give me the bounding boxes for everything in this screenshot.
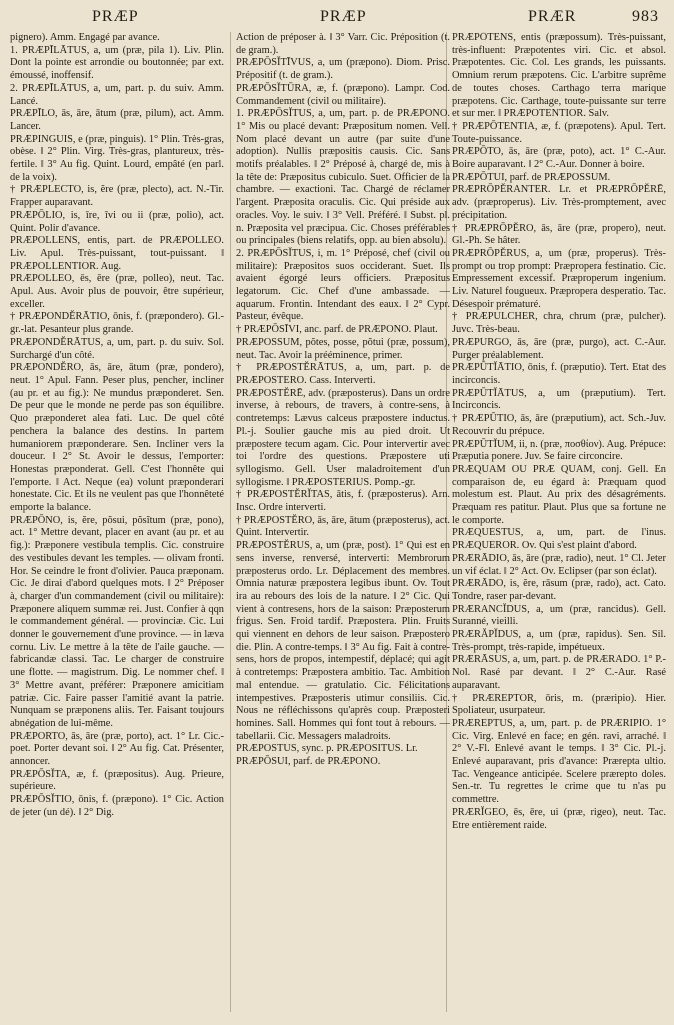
entry: PRÆPOLLENS, entis, part. de PRÆPOLLEO. Liv. Apul. Très-puissant, tout-puissant. ‖ PRÆPOLLENTIOR. Aug. <box>10 235 224 272</box>
page-header <box>0 8 674 30</box>
entry: PRÆPŌSĬTŪRA, æ, f. (præpono). Lampr. Cod. Commandement (civil ou militaire). <box>236 82 450 107</box>
entry: PRÆPŌSĬTĪVUS, a, um (præpono). Diom. Prisc. Prépositif (t. de gram.). <box>236 57 450 82</box>
column-1 <box>10 32 224 1017</box>
entry: PRÆPŌNO, is, ĕre, pŏsui, pŏsĭtum (præ, pono), act. 1° Mettre devant, placer en avant (au pr. et au fig.): Præponere vestibula templis. Cic. construire des vestibules devant les temples. — olivam fronti. Hor. Se ceindre le front d'olivier. Pauca præponam. Cic. Je dirai d'abord quelques mots. ‖ 2° Préposer à, charger d'un commandement (civil ou militaire): Præponere aliquem summæ rei. Just. Confier à qqn le commandement général. — provinciæ. Cic. Lui donner le gouvernement d'une province. — in læva cornu. Liv. Le mettre à la tête de l'aile gauche. — fabricandæ classi. Tac. Le charger de construire une flotte. — magistrum. Dig. Le nommer chef. ‖ 3° Mettre avant, préférer: Præponere amicitiam patriæ. Cic. Faire passer l'amitié avant la patrie. Nunquam se præponens aliis. Ter. Faisant toujours abnégation de lui-même. <box>10 514 224 729</box>
column-2 <box>236 32 450 1017</box>
entry: PRÆRĀDO, is, ĕre, rāsum (præ, rado), act. Cato. Tondre, raser par-devant. <box>452 578 666 602</box>
entry: † PRÆPOSTĔRO, ās, āre, ātum (præposterus), act. Quint. Intervertir. <box>236 514 450 539</box>
entry: PRÆRĂPĬDUS, a, um (præ, rapidus). Sen. Sil. Très-prompt, très-rapide, impétueux. <box>452 629 666 653</box>
entry: PRÆPĪLO, ās, āre, ātum (præ, pilum), act. Amm. Lancer. <box>10 108 224 132</box>
entry: 2. PRÆPŌSĬTUS, i, m. 1° Préposé, chef (civil ou militaire): Præpositos suos occiderant. Suet. Ils avaient égorgé leurs officiers. Præpositus legatorum. Cic. Chef d'une ambassade. — aquarum. Frontin. Intendant des eaux. ‖ 2° Cypr. Pasteur, évêque. <box>236 247 450 323</box>
entry: PRÆPRŌPĔRUS, a, um (præ, properus). Très-prompt ou trop prompt: Præpropera festinatio. Cic. Empressement excessif. Præproperum ingenium. Liv. Naturel fougueux. Præpropera desperatio. Tac. Désespoir prématuré. <box>452 247 666 310</box>
entry: 2. PRÆPĪLĀTUS, a, um, part. p. du suiv. Amm. Lancé. <box>10 82 224 107</box>
entry: PRÆPŪTĬĀTUS, a, um (præputium). Tert. Incirconcis. <box>452 387 666 412</box>
entry: PRÆPŌTUI, parf. de PRÆPOSSUM. <box>452 171 611 183</box>
entry: PRÆPŌTO, ās, āre (præ, poto), act. 1° C.-Aur. Boire auparavant. ‖ 2° C.-Aur. Donner à boire. <box>452 146 666 171</box>
entry: † PRÆREPTOR, ōris, m. (præripio). Hier. Spoliateur, usurpateur. <box>452 692 666 717</box>
entry: PRÆPURGO, ās, āre (præ, purgo), act. C.-Aur. Purger préalablement. <box>452 336 666 361</box>
entry: † PRÆPONDĔRĀTIO, ōnis, f. (præpondero). Gl.-gr.-lat. Pesanteur plus grande. <box>10 311 224 336</box>
entry: † PRÆPŌSĪVI, anc. parf. de PRÆPONO. Plaut. <box>236 324 438 336</box>
entry: PRÆPOSTĔRĒ, adv. (præposterus). Dans un ordre inverse, à rebours, de travers, à contre-sens, à contretemps: Lævus calceus præpostere inductus. Pl.-j. Soulier gauche mis au pied droit. Ut præpostere tecum agam. Cic. Pour intervertir avec toi l'ordre des questions. Præpostere uti syllogismo. Gell. User maladroitement d'un syllogisme. ‖ PRÆPOSTERIUS. Pomp.-gr. <box>236 387 450 488</box>
entry: † PRÆPLECTO, is, ĕre (præ, plecto), act. N.-Tir. Frapper auparavant. <box>10 184 224 209</box>
entry: pignero). Amm. Engagé par avance. <box>10 32 160 43</box>
column-3 <box>452 32 666 1017</box>
entry: † PRÆPŌTENTIA, æ, f. (præpotens). Apul. Tert. Toute-puissance. <box>452 120 666 145</box>
entry: PRÆPŪTĬUM, ii, n. (præ, ποσθίον). Aug. Prépuce: Præputia ponere. Juv. Se faire circoncire. <box>452 438 666 463</box>
entry: PRÆPŌLIO, is, īre, īvi ou ii (præ, polio), act. Quint. Polir d'avance. <box>10 209 224 234</box>
header-left-guideword: PRÆP <box>92 8 139 25</box>
entry: PRÆRANCĬDUS, a, um (præ, rancidus). Gell. Suranné, vieilli. <box>452 603 666 628</box>
entry: PRÆPOSTĔRUS, a, um (præ, post). 1° Qui est en sens inverse, renversé, interverti: Membrorum præposterus ordo. Lr. Déplacement des membres. Omnia naturæ præpostera legibus ibunt. Ov. Tout ira au rebours des lois de la nature. ‖ 2° Cic. Qui vient à contresens, hors de la saison: Præposterum frigus. Sen. Froid tardif. Præpostera. Plin. Fruits qui viennent en dehors de leur saison. Præpostero die. Plin. A contre-temps. ‖ 3° Au fig. Fait à contre-sens, hors de propos, intempestif, déplacé; qui agit à contretemps: Præpostera ambitio. Tac. Ambition mal entendue. — gratulatio. Cic. Félicitations intempestives. Præposteris utimur consiliis. Cic. Nous ne réfléchissons qu'après coup. Præposteri homines. Sall. Hommes qui font tout à rebours. — tabellarii. Cic. Messagers maladroits. <box>236 540 450 742</box>
entry: PRÆPINGUIS, e (præ, pinguis). 1° Plin. Très-gras, obèse. ‖ 2° Plin. Virg. Très-gras, plantureux, très-fertile. ‖ 3° Au fig. Quint. Lourd, empâté (en parl. de la voix). <box>10 133 224 183</box>
entry: PRÆQUAM OU PRÆ QUAM, conj. Gell. En comparaison de, eu égard à: Præquam quod molestum est. Plaut. Au prix des désagréments. Præquam res patitur. Plaut. Plus que sa fortune ne le comporte. <box>452 463 666 526</box>
entry: 1. PRÆPĪLĀTUS, a, um (præ, pila 1). Liv. Plin. Dont la pointe est arrondie ou boutonnée; par ext. émoussé, inoffensif. <box>10 44 224 82</box>
entry: PRÆPŌSUI, parf. de PRÆPONO. <box>236 756 381 768</box>
entry: PRÆPORTO, ās, āre (præ, porto), act. 1° Lr. Cic.-poet. Porter devant soi. ‖ 2° Au fig. Cat. Présenter, annoncer. <box>10 730 224 768</box>
entry: PRÆPRŌPĔRANTER. Lr. et PRÆPRŌPĔRĒ, adv. (præproperus). Liv. Très-promptement, avec précipitation. <box>452 184 666 221</box>
entry: PRÆPŪTĬĀTIO, ōnis, f. (præputio). Tert. Etat des incirconcis. <box>452 362 666 386</box>
entry: † PRÆPŪTIO, ās, āre (præputium), act. Sch.-Juv. Recouvrir du prépuce. <box>452 413 666 437</box>
entry: PRÆPOLLEO, ēs, ēre (præ, polleo), neut. Tac. Apul. Aus. Avoir plus de pouvoir, être supérieur, exceller. <box>10 273 224 310</box>
entry: 1. PRÆPŌSĬTUS, a, um, part. p. de PRÆPONO. 1° Mis ou placé devant: Præpositum nomen. Vell. Nom placé devant un autre (par suite d'une adoption). Nullis præpositis causis. Cic. Sans motifs préalables. ‖ 2° Préposé à, chargé de, mis à la tête de: Præpositus cubiculo. Suet. Officier de la chambre. — exactioni. Tac. Chargé de réclamer l'argent. Præposita oraculis. Cic. Qui préside aux oracles. Voy. le suiv. ‖ 3° Vell. Préféré. ‖ Subst. pl. n. Præposita vel præcipua. Cic. Choses préférables ou principales (biens relatifs, opp. au bien absolu). <box>236 108 450 247</box>
entry: PRÆPOSSUM, pŏtes, posse, pŏtui (præ, possum), neut. Tac. Avoir la prééminence, primer. <box>236 336 450 361</box>
entry: PRÆPONDĔRĀTUS, a, um, part. p. du suiv. Sol. Surchargé d'un côté. <box>10 336 224 361</box>
entry: PRÆQUESTUS, a, um, part. de l'inus. PRÆQUEROR. Ov. Qui s'est plaint d'abord. <box>452 527 666 552</box>
column-divider <box>230 32 231 1012</box>
entry: PRÆPOSTUS, sync. p. PRÆPOSITUS. Lr. <box>236 743 418 755</box>
entry: PRÆRĀDIO, ās, āre (præ, radio), neut. 1° Cl. Jeter un vif éclat. ‖ 2° Act. Ov. Eclipser (par son éclat). <box>452 552 666 577</box>
entry: PRÆREPTUS, a, um, part. p. de PRÆRIPIO. 1° Cic. Virg. Enlevé en face; en gén. ravi, arraché. ‖ 2° V.-Fl. Enlevé avant le temps. ‖ 3° Cic. Pl.-j. Enlevé auparavant, pris d'avance: Prærepta ultio. Tac. Vengeance anticipée. Scelere prærepto doles. Sen.-tr. Tu regrettes le crime que tu n'as pu commettre. <box>452 717 666 806</box>
entry: PRÆRĀSUS, a, um, part. p. de PRÆRADO. 1° P.-Nol. Rasé par devant. ‖ 2° C.-Aur. Rasé auparavant. <box>452 654 666 691</box>
entry: PRÆRĬGEO, ēs, ēre, ui (præ, rigeo), neut. Tac. Etre entièrement raide. <box>452 806 666 831</box>
entry: PRÆPONDĔRO, ās, āre, ātum (præ, pondero), neut. 1° Apul. Fann. Peser plus, pencher, incliner (au pr. et au fig.): Ne mundus præponderet. Sen. De peur que le monde ne perde pas son équilibre. Quo præponderet alea fati. Luc. De quel côté penchera la balance des destins. In partem humaniorem præponderare. Sen. Incliner vers la douceur. ‖ 2° St. Avoir le dessus, l'emporter: Honestas præponderat. Gell. C'est l'honnête qui l'emporte. ‖ Act. Neque (ea) volunt præponderari honestate. Cic. Et ils ne veulent pas que l'honnêteté emporte la balance. <box>10 362 224 514</box>
entry: † PRÆPOSTĔRĬTAS, ātis, f. (præposterus). Arn. Insc. Ordre interverti. <box>236 489 450 514</box>
entry: Action de préposer à. ‖ 3° Varr. Cic. Préposition (t. de gram.). <box>236 32 450 56</box>
entry: PRÆPŌSĬTIO, ōnis, f. (præpono). 1° Cic. Action de jeter (un dé). ‖ 2° Dig. <box>10 794 224 818</box>
entry: PRÆPŌSĬTA, æ, f. (præpositus). Aug. Prieure, supérieure. <box>10 768 224 793</box>
header-right-guideword: PRÆR <box>528 8 577 25</box>
entry: PRÆPŌTENS, entis (præpossum). Très-puissant, très-influent: Præpotentes viri. Cic. et absol. Præpotentes. Cic. Col. Les grands, les puissants. Omnium rerum præpotens. Cic. L'arbitre suprême de toutes choses. Carthago terra marique præpotens. Cic. Carthage, toute-puissante sur terre et sur mer. ‖ PRÆPOTENTIOR. Salv. <box>452 32 666 120</box>
header-center-guideword: PRÆP <box>320 8 367 25</box>
entry: † PRÆPULCHER, chra, chrum (præ, pulcher). Juvc. Très-beau. <box>452 311 666 336</box>
entry: † PRÆPOSTĔRĀTUS, a, um, part. p. de PRÆPOSTERO. Cass. Interverti. <box>236 362 450 386</box>
entry: † PRÆPRŌPĔRO, ās, āre (præ, propero), neut. Gl.-Ph. Se hâter. <box>452 222 666 247</box>
page-number: 983 <box>632 8 659 25</box>
